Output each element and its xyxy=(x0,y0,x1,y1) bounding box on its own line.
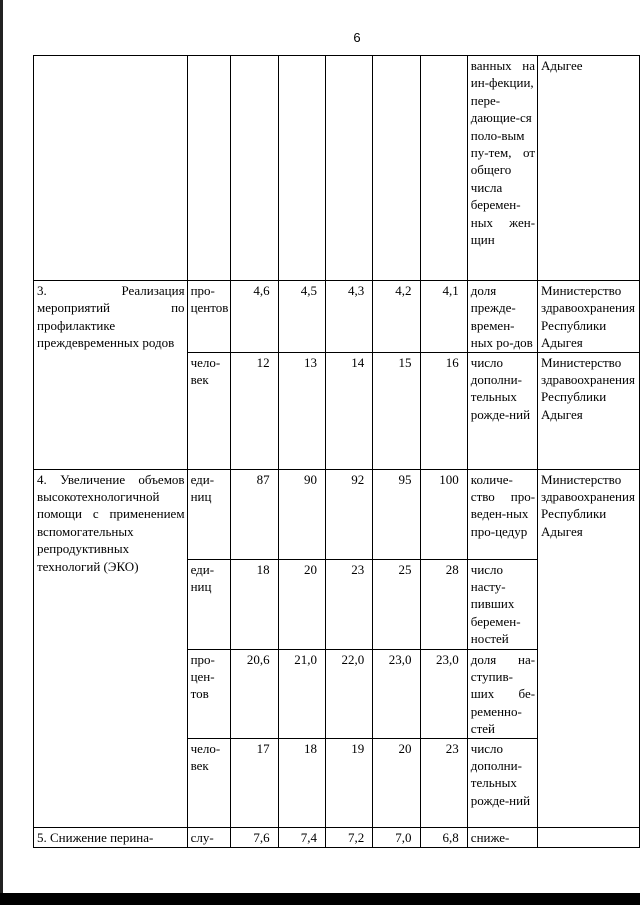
value-cell: 28 xyxy=(420,559,467,649)
value-cell xyxy=(278,56,325,281)
value-cell: 12 xyxy=(231,352,278,469)
value-cell xyxy=(231,56,278,281)
unit-cell: про-цен-тов xyxy=(187,649,231,738)
value-cell: 6,8 xyxy=(420,827,467,847)
value-cell: 4,6 xyxy=(231,281,278,353)
table-row xyxy=(34,827,640,847)
responsible-cell: Министерство здравоохранения Республики Адыгея xyxy=(538,469,640,827)
value-cell: 7,6 xyxy=(231,827,278,847)
unit-cell: еди-ниц xyxy=(187,559,231,649)
value-cell xyxy=(420,56,467,281)
value-cell: 7,4 xyxy=(278,827,325,847)
table-row xyxy=(34,469,640,559)
page-number: 6 xyxy=(353,30,361,45)
value-cell: 19 xyxy=(325,738,372,827)
scan-left-edge xyxy=(0,0,3,905)
value-cell: 23,0 xyxy=(373,649,420,738)
value-cell: 18 xyxy=(278,738,325,827)
unit-cell: слу- xyxy=(187,827,231,847)
value-cell: 7,0 xyxy=(373,827,420,847)
value-cell: 4,5 xyxy=(278,281,325,353)
value-cell: 21,0 xyxy=(278,649,325,738)
value-cell: 16 xyxy=(420,352,467,469)
indicator-cell: доля прежде-времен-ных ро-дов xyxy=(467,281,537,353)
responsible-cell: Адыгее xyxy=(538,56,640,281)
measure-cell: 5. Снижение перина- xyxy=(34,827,188,847)
indicator-cell: ванных на ин-фекции, пере-дающие-ся поло-вым пу-тем, от общего числа беремен-ных жен-щин xyxy=(467,56,537,281)
value-cell: 95 xyxy=(373,469,420,559)
value-cell: 14 xyxy=(325,352,372,469)
value-cell: 17 xyxy=(231,738,278,827)
value-cell: 4,2 xyxy=(373,281,420,353)
value-cell: 4,3 xyxy=(325,281,372,353)
table-row xyxy=(34,281,640,353)
unit-cell: про-центов xyxy=(187,281,231,353)
value-cell: 20 xyxy=(373,738,420,827)
value-cell: 22,0 xyxy=(325,649,372,738)
value-cell: 4,1 xyxy=(420,281,467,353)
value-cell: 87 xyxy=(231,469,278,559)
indicator-cell: количе-ство про-веден-ных про-цедур xyxy=(467,469,537,559)
measures-table xyxy=(33,55,640,848)
responsible-cell: Министерство здравоохранения Республики Адыгея xyxy=(538,281,640,353)
value-cell: 7,2 xyxy=(325,827,372,847)
value-cell: 13 xyxy=(278,352,325,469)
unit-cell: еди-ниц xyxy=(187,469,231,559)
value-cell: 90 xyxy=(278,469,325,559)
responsible-cell xyxy=(538,827,640,847)
value-cell: 20,6 xyxy=(231,649,278,738)
value-cell: 18 xyxy=(231,559,278,649)
value-cell: 15 xyxy=(373,352,420,469)
table-row xyxy=(34,56,640,281)
unit-cell: чело-век xyxy=(187,352,231,469)
value-cell xyxy=(373,56,420,281)
indicator-cell: число дополни-тельных рожде-ний xyxy=(467,352,537,469)
value-cell: 20 xyxy=(278,559,325,649)
value-cell: 100 xyxy=(420,469,467,559)
value-cell: 25 xyxy=(373,559,420,649)
indicator-cell: число насту-пивших беремен-ностей xyxy=(467,559,537,649)
value-cell: 23 xyxy=(420,738,467,827)
value-cell xyxy=(325,56,372,281)
indicator-cell: доля на-ступив-ших бе-ременно-стей xyxy=(467,649,537,738)
scan-bottom-edge xyxy=(0,893,640,905)
measure-cell: 4. Увеличение объемов высокотехнологичной помощи с применением вспомогательных репродуктивных технологий (ЭКО) xyxy=(34,469,188,827)
measure-cell: 3. Реализация мероприятий по профилактике преждевременных родов xyxy=(34,281,188,470)
value-cell: 23 xyxy=(325,559,372,649)
value-cell: 92 xyxy=(325,469,372,559)
value-cell: 23,0 xyxy=(420,649,467,738)
indicator-cell: сниже- xyxy=(467,827,537,847)
measure-cell xyxy=(34,56,188,281)
unit-cell: чело-век xyxy=(187,738,231,827)
responsible-cell: Министерство здравоохранения Республики Адыгея xyxy=(538,352,640,469)
indicator-cell: число дополни-тельных рожде-ний xyxy=(467,738,537,827)
unit-cell xyxy=(187,56,231,281)
